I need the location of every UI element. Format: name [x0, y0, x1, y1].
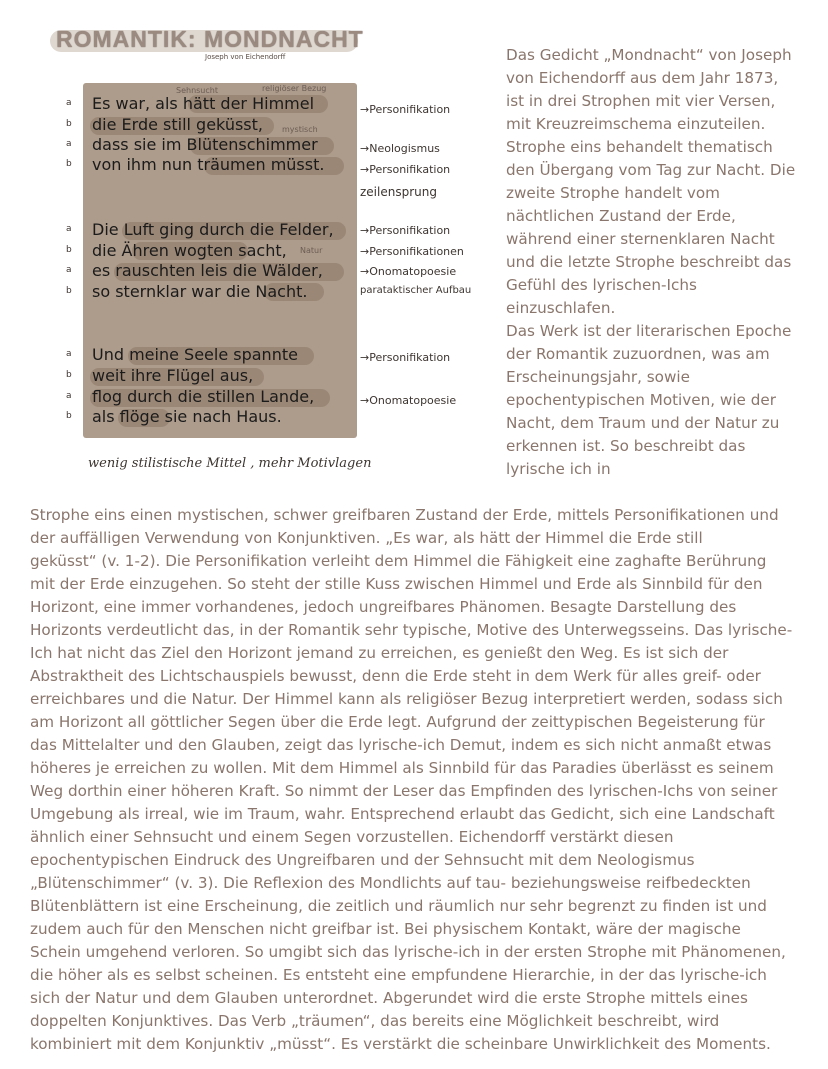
verse-line: von ihm nun träumen müsst.	[92, 155, 325, 174]
rhyme-marker: b	[66, 159, 72, 169]
body-line: Horizont, eine immer vorhandenes, jedoch ungreifbares Phänomen. Besagte Darstellung des	[30, 598, 737, 616]
rhyme-marker: a	[66, 391, 72, 401]
body-line: „Blütenschimmer“ (v. 3). Die Reflexion des Mondlichts auf tau- beziehungsweise reifbedeckten	[30, 874, 751, 892]
body-line: Strophe eins einen mystischen, schwer greifbaren Zustand der Erde, mittels Personifikationen und	[30, 506, 779, 524]
rhyme-marker: a	[66, 265, 72, 275]
rhyme-marker: b	[66, 411, 72, 421]
annotation-neologism: →Neologismus	[360, 142, 440, 155]
intro-paragraph: Das Gedicht „Mondnacht“ von Joseph von Eichendorff aus dem Jahr 1873, ist in drei Strophen mit vier Versen, mit Kreuzreimschema einzuteilen. Strophe eins behandelt thematisch den Übergang vom Tag zur Nacht. Die zweite Strophe handelt vom nächtlichen Zustand der Erde, während einer sternenklaren Nacht und die letzte Strophe beschreibt das Gefühl des lyrischen-Ichs einzuschlafen.	[506, 46, 796, 317]
note-religious: religiöser Bezug	[262, 84, 327, 93]
body-line: die höher als es selbst scheinen. Es entsteht eine empfundene Hierarchie, in der das lyrische-ich	[30, 966, 767, 984]
verse-line: Und meine Seele spannte	[92, 345, 298, 364]
note-nature: Natur	[300, 246, 323, 255]
body-line: der auffälligen Verwendung von Konjunktiven. „Es war, als hätt der Himmel die Erde still	[30, 529, 703, 547]
rhyme-marker: a	[66, 139, 72, 149]
author-subtitle: Joseph von Eichendorff	[205, 53, 286, 61]
body-line: Horizonts verdeutlicht das, in der Romantik sehr typische, Motive des Unterwegsseins. Das lyrische-	[30, 621, 793, 639]
verse-line: flog durch die stillen Lande,	[92, 387, 315, 406]
annotation-paratactic: parataktischer Aufbau	[360, 285, 472, 296]
verse-line: so sternklar war die Nacht.	[92, 282, 308, 301]
body-line: höheres je erreichen zu wollen. Mit dem Himmel als Sinnbild für das Paradies überlässt es seinem	[30, 759, 774, 777]
rhyme-marker: b	[66, 286, 72, 296]
verse-line: die Erde still geküsst,	[92, 115, 263, 134]
annotation-onomatopoeia: →Onomatopoesie	[360, 265, 457, 278]
annotation-personification: →Personifikation	[360, 103, 451, 116]
body-line: Ich hat nicht das Ziel den Horizont jemand zu erreichen, es genießt den Weg. Es ist sich der	[30, 644, 729, 662]
body-line: erreichbares und die Natur. Der Himmel kann als religiöser Bezug interpretiert werden, sodass sich	[30, 690, 783, 708]
rhyme-marker: b	[66, 370, 72, 380]
body-line: sich der Natur und dem Glauben unterordnet. Abgerundet wird die erste Strophe mittels eines	[30, 989, 748, 1007]
annotation-personification: →Personifikation	[360, 224, 451, 237]
body-line: mit der Erde einzugehen. So steht der stille Kuss zwischen Himmel und Erde als Sinnbild für den	[30, 575, 763, 593]
verse-line: weit ihre Flügel aus,	[92, 366, 254, 385]
note-mystical: mystisch	[282, 125, 318, 134]
verse-line: Es war, als hätt der Himmel	[92, 94, 315, 113]
body-line: doppelten Konjunktives. Das Verb „träumen“, das bereits eine Möglichkeit beschreibt, wird	[30, 1012, 720, 1030]
annotation-personification: →Personifikation	[360, 351, 451, 364]
page-title: ROMANTIK: MONDNACHT	[56, 26, 364, 52]
intro-paragraph: Das Werk ist der literarischen Epoche der Romantik zuzuordnen, was am Erscheinungsjahr, sowie epochentypischen Motiven, wie der Nacht, dem Traum und der Natur zu erkennen ist. So beschreibt das lyrische ich in	[506, 322, 792, 478]
verse-line: die Ähren wogten sacht,	[92, 241, 287, 260]
body-line: Abstraktheit des Lichtschauspiels bewusst, denn die Erde steht in dem Werk für alles greif- oder	[30, 667, 761, 685]
body-line: Schein umgehend verloren. So umgibt sich das lyrische-ich in der ersten Strophe mit Phänomenen,	[30, 943, 786, 961]
body-line: kombiniert mit dem Konjunktiv „müsst“. Es verstärkt die scheinbare Unwirklichkeit des Moments.	[30, 1035, 771, 1053]
body-line: epochentypischen Eindruck des Ungreifbaren und der Sehnsucht mit dem Neologismus	[30, 851, 695, 869]
rhyme-marker: b	[66, 119, 72, 129]
handwritten-note: wenig stilistische Mittel , mehr Motivlagen	[88, 456, 372, 471]
verse-line: Die Luft ging durch die Felder,	[92, 220, 334, 239]
body-line: Weg dorthin einer höheren Kraft. So nimmt der Leser das Empfinden des lyrischen-Ichs von seiner	[30, 782, 778, 800]
body-line: ähnlich einer Sehnsucht und einem Segen vorzustellen. Eichendorff verstärkt diesen	[30, 828, 674, 846]
rhyme-marker: b	[66, 245, 72, 255]
rhyme-marker: a	[66, 98, 72, 108]
note-longing: Sehnsucht	[176, 86, 218, 95]
body-line: zudem auch für den Menschen nicht greifbar ist. Bei physischem Kontakt, wäre der magische	[30, 920, 741, 938]
annotation-personification: →Personifikation	[360, 163, 451, 176]
verse-line: es rauschten leis die Wälder,	[92, 261, 323, 280]
body-line: Blütenblättern ist eine Erscheinung, die zeitlich und räumlich nur sehr begrenzt zu finden ist und	[30, 897, 767, 915]
verse-line: dass sie im Blütenschimmer	[92, 135, 318, 154]
rhyme-marker: a	[66, 224, 72, 234]
annotation-personifications: →Personifikationen	[360, 245, 464, 258]
annotation-onomatopoeia: →Onomatopoesie	[360, 394, 457, 407]
annotation-enjambment: zeilensprung	[360, 185, 437, 199]
intro-column	[506, 44, 798, 481]
verse-line: als flöge sie nach Haus.	[92, 407, 282, 426]
analysis-body	[30, 504, 820, 1056]
body-line: geküsst“ (v. 1-2). Die Personifikation verleiht dem Himmel die Fähigkeit eine zaghafte Berührung	[30, 552, 767, 570]
rhyme-marker: a	[66, 349, 72, 359]
body-line: am Horizont all göttlicher Segen über die Erde legt. Aufgrund der zeittypischen Begeisterung für	[30, 713, 765, 731]
body-line: das Mittelalter und den Glauben, zeigt das lyrische-ich Demut, indem es sich nicht anmaßt etwas	[30, 736, 772, 754]
body-line: Umgebung als irreal, wie im Traum, wahr. Entsprechend erlaubt das Gedicht, sich eine Landschaft	[30, 805, 775, 823]
